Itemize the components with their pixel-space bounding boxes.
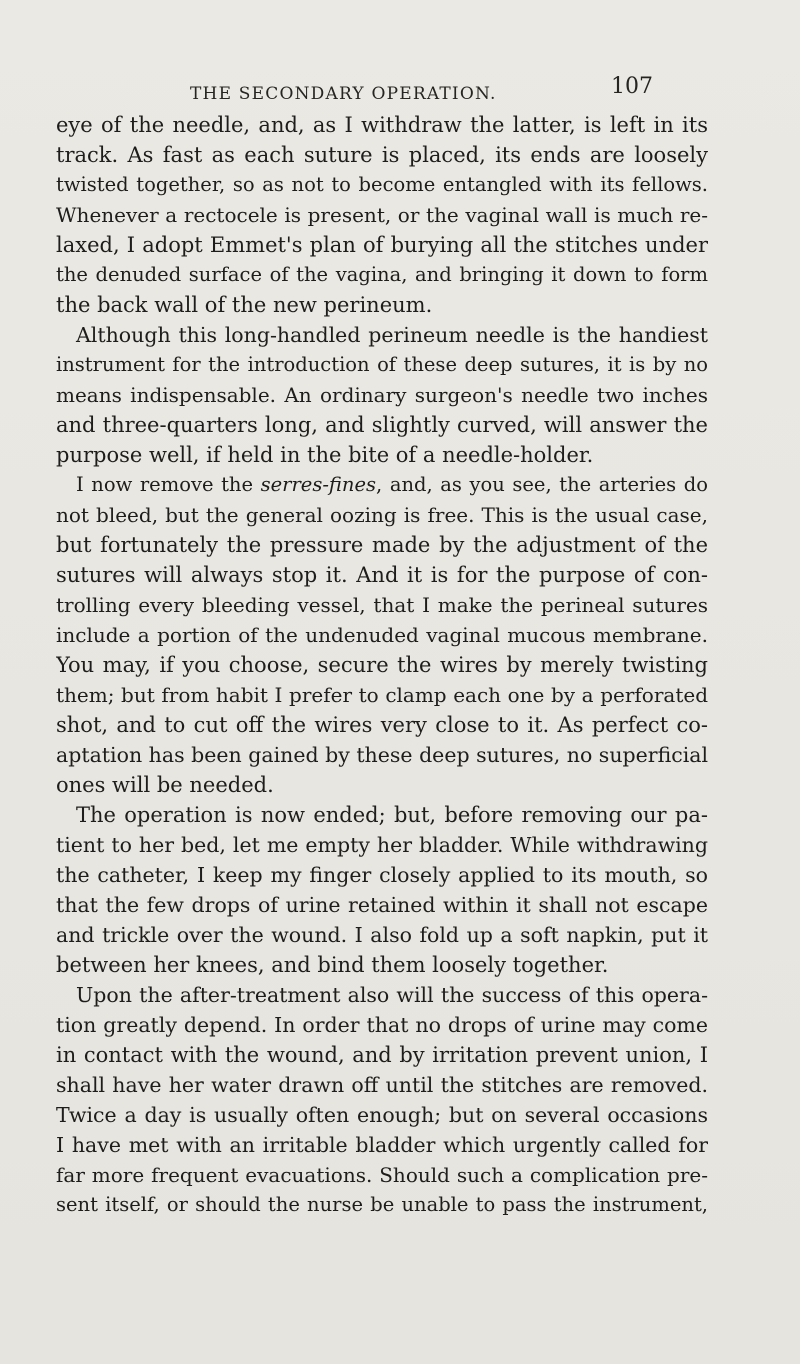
text-line: tient to her bed, let me empty her bladder. While withdrawing: [56, 833, 708, 857]
text-line: and three-quarters long, and slightly curved, will answer the: [56, 413, 708, 437]
text-line: instrument for the introduction of these deep sutures, it is by no: [56, 353, 708, 376]
body-text: [56, 110, 708, 1220]
text-line: I now remove the serres-fines, and, as you see, the arteries do: [76, 473, 708, 496]
italic-term: serres-fines: [260, 473, 377, 496]
text-line: means indispensable. An ordinary surgeon's needle two inches: [56, 383, 708, 407]
text-line: laxed, I adopt Emmet's plan of burying all the stitches under: [56, 233, 708, 257]
text-line: The operation is now ended; but, before removing our pa-: [76, 803, 708, 827]
text-line: the back wall of the new perineum.: [56, 293, 433, 317]
text-line: that the few drops of urine retained within it shall not escape: [56, 893, 708, 917]
text-line: not bleed, but the general oozing is free. This is the usual case,: [56, 503, 708, 527]
text-line: tion greatly depend. In order that no drops of urine may come: [56, 1013, 708, 1037]
text-line: eye of the needle, and, as I withdraw the latter, is left in its: [56, 113, 708, 137]
text-line: but fortunately the pressure made by the adjustment of the: [56, 533, 708, 557]
text-line: Twice a day is usually often enough; but on several occasions: [56, 1103, 708, 1127]
text-line: in contact with the wound, and by irritation prevent union, I: [56, 1043, 708, 1067]
text-line: sent itself, or should the nurse be unable to pass the instrument,: [56, 1193, 708, 1216]
text-line: aptation has been gained by these deep sutures, no superficial: [56, 743, 708, 767]
text-line: shot, and to cut off the wires very close to it. As perfect co-: [56, 713, 708, 737]
text-line: Upon the after-treatment also will the success of this opera-: [76, 983, 708, 1007]
text-line: purpose well, if held in the bite of a needle-holder.: [56, 443, 594, 467]
text-line: twisted together, so as not to become entangled with its fellows.: [56, 173, 708, 196]
text-line: I have met with an irritable bladder which urgently called for: [56, 1133, 708, 1157]
text-line: the catheter, I keep my finger closely applied to its mouth, so: [56, 863, 708, 887]
text-line: sutures will always stop it. And it is for the purpose of con-: [56, 563, 708, 587]
text-line: ones will be needed.: [56, 773, 274, 797]
text-line: You may, if you choose, secure the wires by merely twisting: [56, 653, 708, 677]
text-line: Although this long-handled perineum needle is the handiest: [76, 323, 708, 347]
text-line: include a portion of the undenuded vaginal mucous membrane.: [56, 623, 708, 647]
text-line: track. As fast as each suture is placed, its ends are loosely: [56, 143, 708, 167]
text-line: between her knees, and bind them loosely together.: [56, 953, 609, 977]
text-line: and trickle over the wound. I also fold up a soft napkin, put it: [56, 923, 708, 947]
page-number: 107: [611, 74, 653, 99]
text-line: trolling every bleeding vessel, that I make the perineal sutures: [56, 593, 708, 617]
text-line: Whenever a rectocele is present, or the vaginal wall is much re-: [56, 203, 708, 227]
text-line: the denuded surface of the vagina, and bringing it down to form: [56, 263, 708, 286]
running-head: THE SECONDARY OPERATION.: [190, 84, 497, 104]
text-line: them; but from habit I prefer to clamp each one by a perforated: [56, 683, 708, 707]
text-line: shall have her water drawn off until the stitches are removed.: [56, 1073, 708, 1097]
text-line: far more frequent evacuations. Should such a complication pre-: [56, 1163, 708, 1187]
